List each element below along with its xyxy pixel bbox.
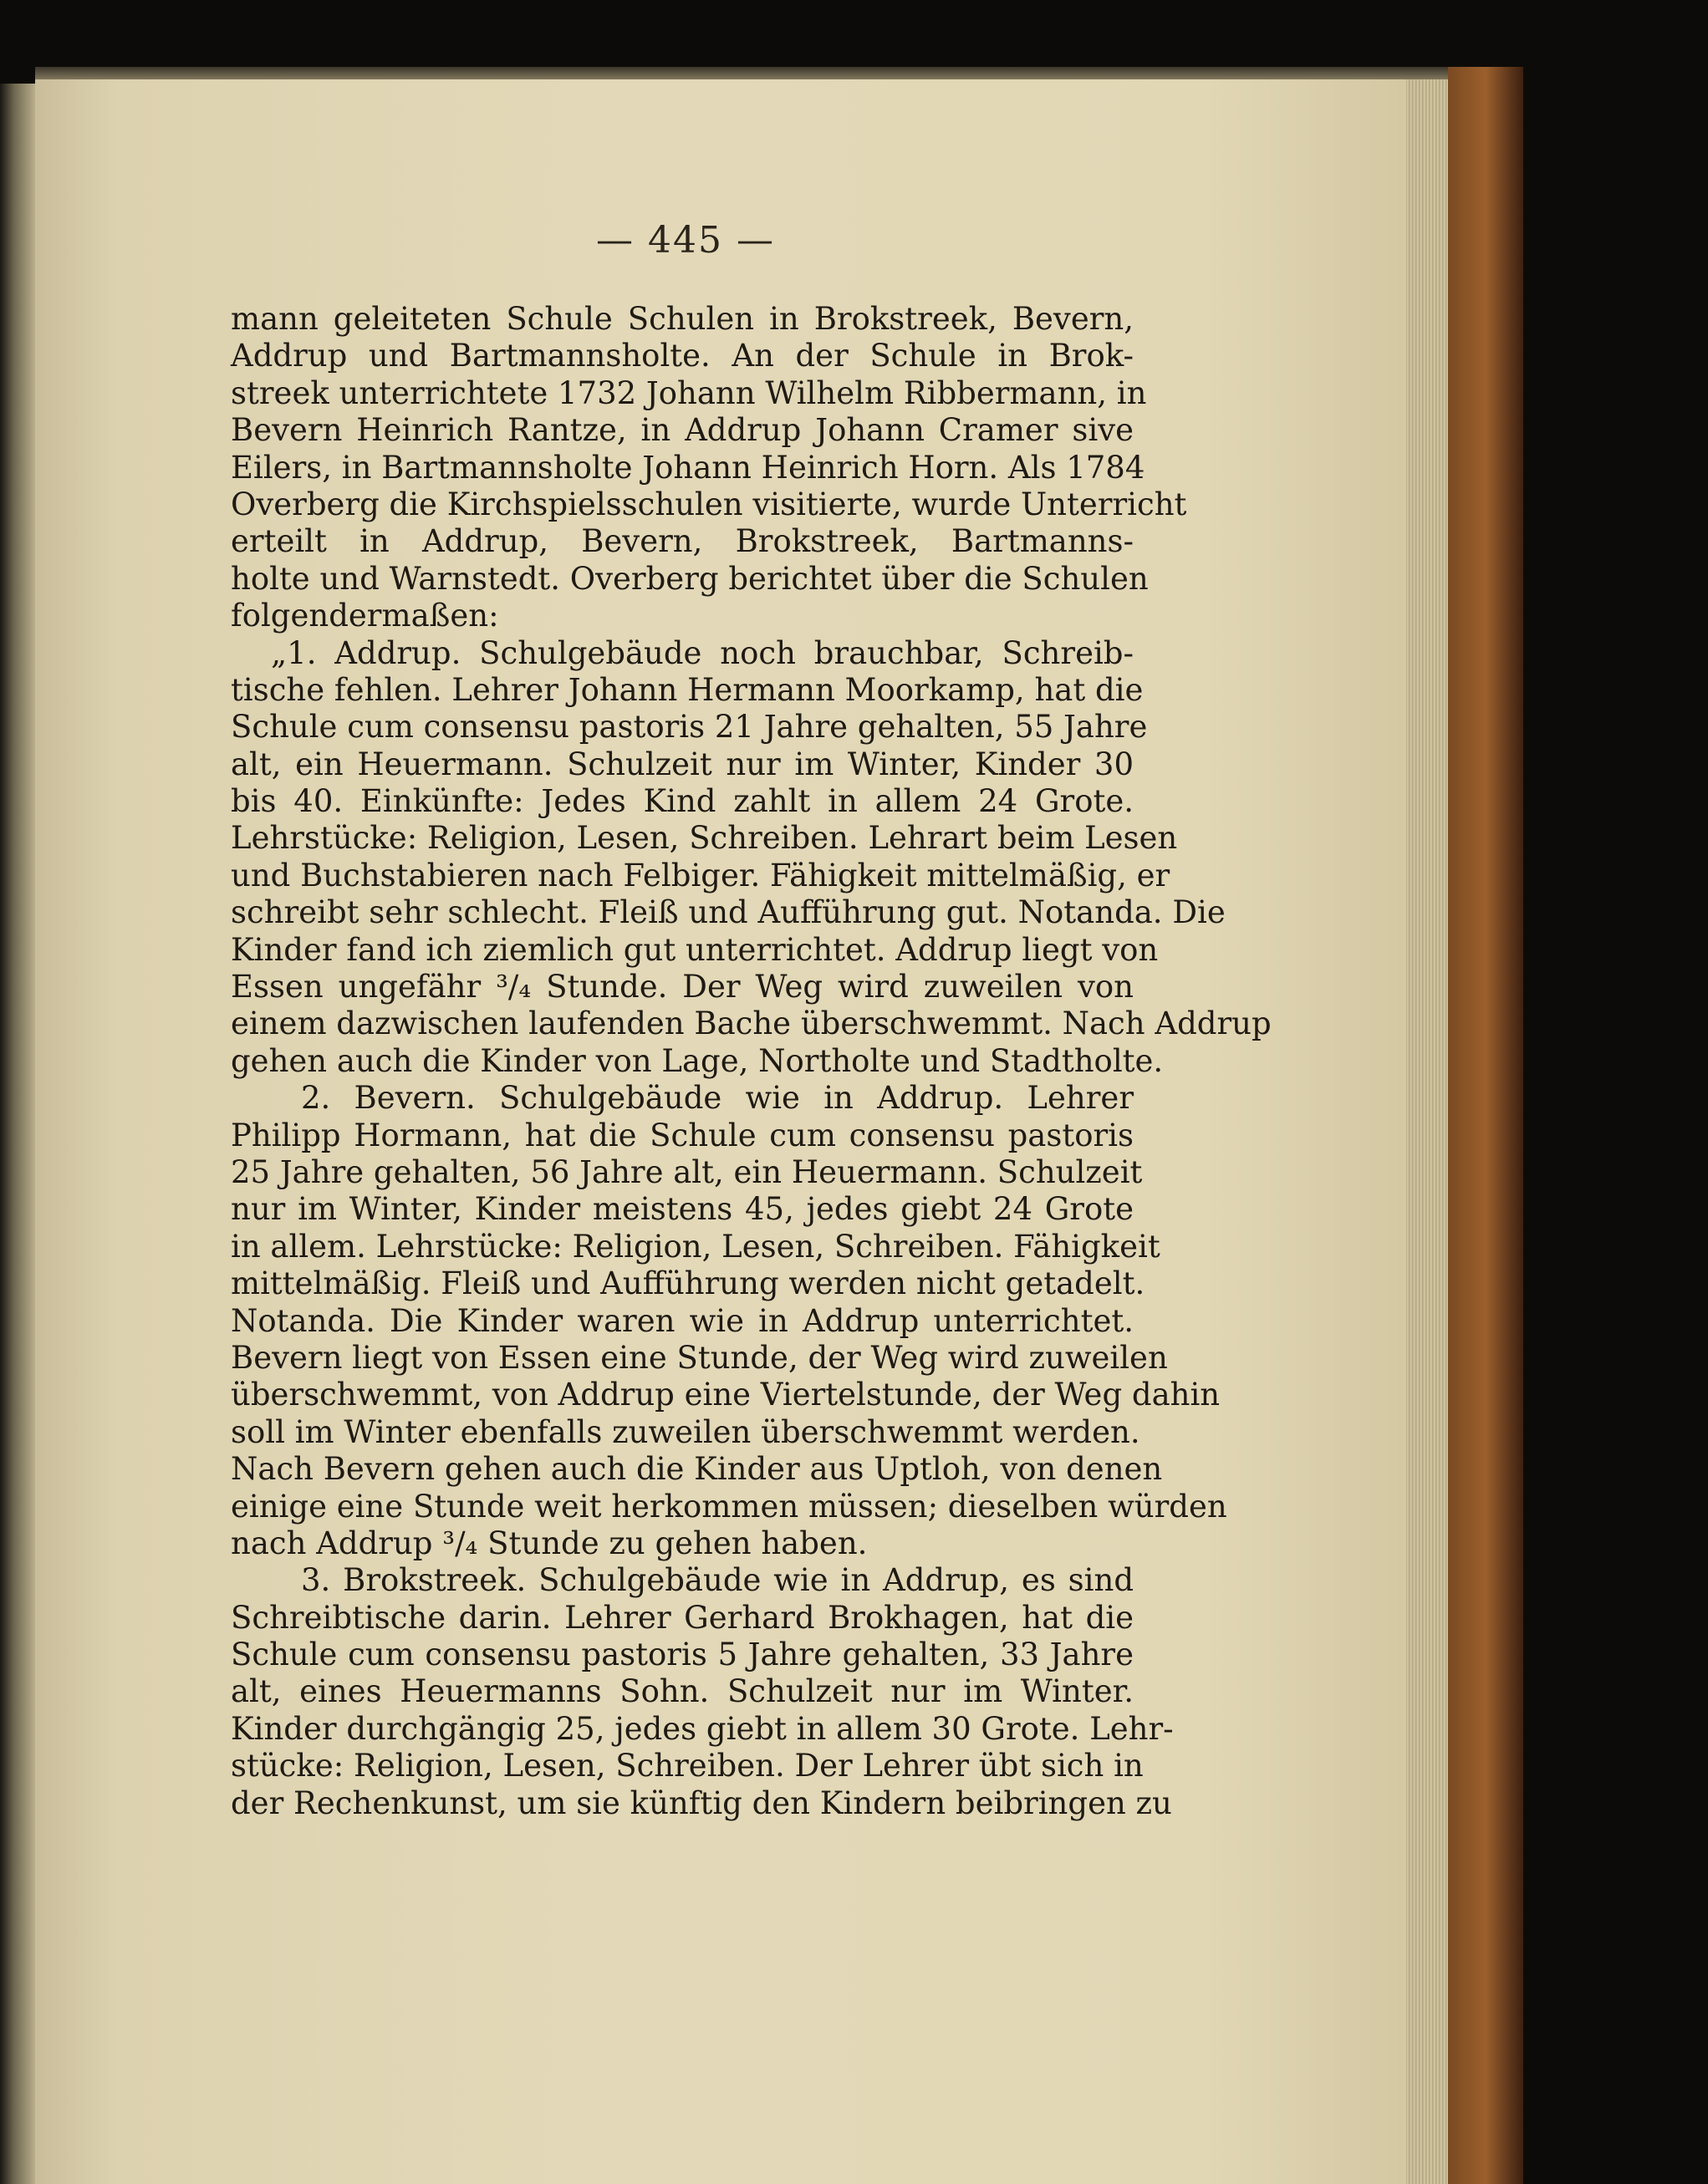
text-line: alt, ein Heuermann. Schulzeit nur im Winter, Kinder 30 <box>231 746 1134 782</box>
page-number: — 445 — <box>596 219 775 262</box>
text-line: einem dazwischen laufenden Bache überschwemmt. Nach Addrup <box>231 1005 1272 1042</box>
text-line: streek unterrichtete 1732 Johann Wilhelm Ribbermann, in <box>231 374 1147 411</box>
book-cover <box>1448 67 1523 2184</box>
text-line: tische fehlen. Lehrer Johann Hermann Moorkamp, hat die <box>231 671 1144 708</box>
text-line: schreibt sehr schlecht. Fleiß und Aufführung gut. Notanda. Die <box>231 894 1226 931</box>
text-line: Eilers, in Bartmannsholte Johann Heinrich Horn. Als 1784 <box>231 449 1145 486</box>
body-text <box>231 301 1272 1822</box>
text-line: bis 40. Einkünfte: Jedes Kind zahlt in allem 24 Grote. <box>231 783 1134 820</box>
text-line: Kinder fand ich ziemlich gut unterrichtet. Addrup liegt von <box>231 931 1159 968</box>
text-line: der Rechenkunst, um sie künftig den Kindern beibringen zu <box>231 1784 1172 1821</box>
text-line: stücke: Religion, Lesen, Schreiben. Der Lehrer übt sich in <box>231 1748 1144 1784</box>
text-line: Schule cum consensu pastoris 5 Jahre gehalten, 33 Jahre <box>231 1637 1134 1673</box>
text-line: Schule cum consensu pastoris 21 Jahre gehalten, 55 Jahre <box>231 709 1148 746</box>
text-line: nur im Winter, Kinder meistens 45, jedes giebt 24 Grote <box>231 1191 1134 1228</box>
text-line: Bevern Heinrich Rantze, in Addrup Johann Cramer sive <box>231 412 1134 449</box>
text-line: „1. Addrup. Schulgebäude noch brauchbar, Schreib- <box>271 634 1134 671</box>
text-line: holte und Warnstedt. Overberg berichtet über die Schulen <box>231 560 1149 597</box>
text-line: Overberg die Kirchspielsschulen visitierte, wurde Unterricht <box>231 486 1187 522</box>
text-line: überschwemmt, von Addrup eine Viertelstunde, der Weg dahin <box>231 1377 1221 1413</box>
text-line: Nach Bevern gehen auch die Kinder aus Uptloh, von denen <box>231 1451 1163 1488</box>
page-block-edge <box>1406 79 1448 2184</box>
text-line: einige eine Stunde weit herkommen müssen; dieselben würden <box>231 1488 1227 1525</box>
text-line: alt, eines Heuermanns Sohn. Schulzeit nur im Winter. <box>231 1673 1134 1710</box>
text-line: Bevern liegt von Essen eine Stunde, der Weg wird zuweilen <box>231 1339 1168 1376</box>
text-line: 2. Bevern. Schulgebäude wie in Addrup. Lehrer <box>301 1080 1134 1117</box>
text-line: mann geleiteten Schule Schulen in Brokstreek, Bevern, <box>231 301 1134 337</box>
text-line: Kinder durchgängig 25, jedes giebt in allem 30 Grote. Lehr- <box>231 1710 1174 1747</box>
text-line: soll im Winter ebenfalls zuweilen überschwemmt werden. <box>231 1413 1140 1450</box>
facing-page-edge <box>0 84 35 2184</box>
text-line: in allem. Lehrstücke: Religion, Lesen, Schreiben. Fähigkeit <box>231 1228 1160 1265</box>
text-line: Schreibtische darin. Lehrer Gerhard Brokhagen, hat die <box>231 1599 1134 1636</box>
text-line: Philipp Hormann, hat die Schule cum consensu pastoris <box>231 1117 1134 1153</box>
text-line: mittelmäßig. Fleiß und Aufführung werden nicht getadelt. <box>231 1265 1145 1302</box>
text-line: Addrup und Bartmannsholte. An der Schule in Brok- <box>231 338 1134 374</box>
text-line: und Buchstabieren nach Felbiger. Fähigkeit mittelmäßig, er <box>231 857 1170 893</box>
text-line: Notanda. Die Kinder waren wie in Addrup unterrichtet. <box>231 1302 1134 1339</box>
text-line: nach Addrup ³/₄ Stunde zu gehen haben. <box>231 1525 868 1561</box>
text-line: erteilt in Addrup, Bevern, Brokstreek, Bartmanns- <box>231 523 1134 560</box>
text-line: gehen auch die Kinder von Lage, Northolte und Stadtholte. <box>231 1042 1164 1079</box>
text-line: 3. Brokstreek. Schulgebäude wie in Addrup, es sind <box>301 1562 1134 1599</box>
text-line: folgendermaßen: <box>231 598 499 634</box>
text-line: 25 Jahre gehalten, 56 Jahre alt, ein Heuermann. Schulzeit <box>231 1153 1143 1190</box>
text-line: Essen ungefähr ³/₄ Stunde. Der Weg wird zuweilen von <box>231 969 1134 1005</box>
text-line: Lehrstücke: Religion, Lesen, Schreiben. Lehrart beim Lesen <box>231 820 1178 857</box>
